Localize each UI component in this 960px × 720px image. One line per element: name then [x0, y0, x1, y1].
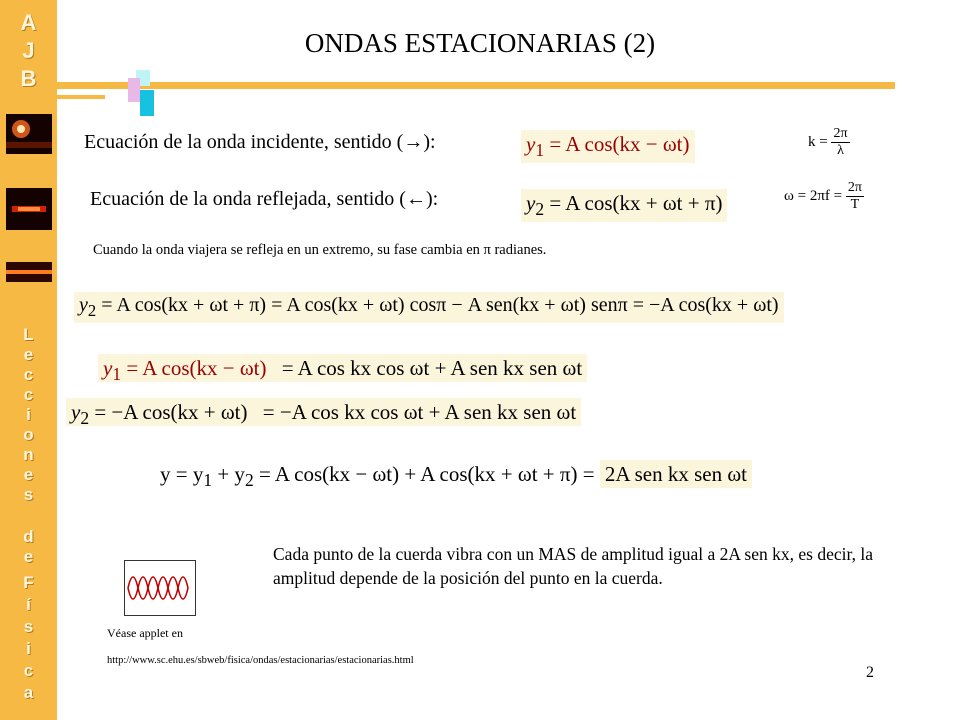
eq-sub: 2 — [244, 470, 254, 491]
eq-rhs: = A cos(kx + ωt + π) = A cos(kx + ωt) cosπ − A sen(kx + ωt) senπ = −A cos(kx + ωt) — [101, 294, 779, 316]
y2-highlight — [66, 398, 253, 429]
eq-var: y — [103, 356, 113, 380]
k-num: 2π — [831, 126, 849, 143]
eq-part: + y — [212, 462, 245, 486]
k-definition — [808, 126, 850, 159]
page-title: ONDAS ESTACIONARIAS (2) — [304, 28, 656, 58]
eq-sub: 2 — [87, 301, 97, 320]
omega-den: T — [850, 197, 860, 213]
eq-rhs: = −A cos kx cos ωt + A sen kx sen ωt — [253, 398, 582, 426]
sidebar-letter: c — [23, 661, 34, 680]
sidebar-letter: í — [26, 595, 31, 614]
logo-letter-j: J — [22, 38, 35, 63]
logo-letter-b: B — [20, 66, 37, 91]
amplitude-description: Cada punto de la cuerda vibra con un MAS de amplitud igual a 2A sen kx, es decir, la amplitud depende de la posición del punto en la cuerda. — [273, 544, 873, 589]
omega-lhs: ω = 2πf = — [784, 188, 843, 205]
eq-mid: = A cos(kx − ωt) — [121, 356, 267, 380]
eq-part: y = y — [160, 462, 204, 486]
sidebar-letter: s — [23, 485, 34, 504]
phase-change-note: Cuando la onda viajera se refleja en un extremo, su fase cambia en π radianes. — [93, 242, 547, 258]
sidebar-letter: i — [26, 639, 31, 658]
sidebar-letter: o — [23, 425, 34, 444]
sidebar-letter: L — [23, 325, 34, 344]
superposition-equation — [160, 462, 752, 491]
logo-letter-a: A — [20, 10, 37, 35]
eq-var: y — [71, 400, 81, 424]
y1-highlight — [98, 354, 272, 385]
y2-trig-equation — [66, 400, 581, 429]
lamp-glow-image — [6, 114, 52, 154]
sidebar-letter: n — [23, 445, 34, 464]
header-divider-short — [57, 95, 105, 99]
sidebar-letter: a — [23, 683, 34, 702]
omega-fraction — [846, 180, 864, 213]
sidebar-letter: e — [23, 547, 34, 566]
eq-rhs: = A cos(kx − ωt) — [549, 132, 690, 156]
reflected-wave-label: Ecuación de la onda reflejada, sentido (←): — [90, 188, 439, 210]
k-fraction — [831, 126, 849, 159]
eq-sub: 1 — [203, 470, 213, 491]
spectrum-image — [6, 188, 52, 230]
sidebar-photo-line — [6, 262, 52, 282]
sidebar-letter: e — [23, 345, 34, 364]
standing-wave-thumbnail[interactable] — [124, 560, 196, 616]
sidebar-letter: c — [23, 385, 34, 404]
incident-wave-equation — [521, 130, 695, 163]
applet-link[interactable]: http://www.sc.ehu.es/sbweb/fisica/ondas/estacionarias/estacionarias.html — [107, 655, 414, 666]
omega-num: 2π — [846, 180, 864, 197]
y1-trig-equation — [98, 356, 587, 385]
reflected-wave-equation — [521, 189, 727, 222]
header-divider — [57, 82, 895, 89]
eq-rhs: = A cos(kx + ωt + π) — [549, 191, 723, 215]
superposition-result: 2A sen kx sen ωt — [600, 460, 752, 488]
sidebar-letter: c — [23, 365, 34, 384]
eq-var: y — [526, 132, 536, 156]
applet-note: Véase applet en — [107, 626, 183, 640]
eq-part: = A cos(kx − ωt) + A cos(kx + ωt + π) = — [253, 462, 600, 486]
sidebar-letter: s — [23, 617, 34, 636]
eq-var: y — [526, 191, 536, 215]
sidebar-letter: e — [23, 465, 34, 484]
eq-sub: 2 — [535, 199, 545, 220]
sidebar — [0, 0, 57, 720]
eq-var: y — [79, 294, 88, 316]
eq-mid: = −A cos(kx + ωt) — [89, 400, 248, 424]
k-lhs: k = — [808, 134, 828, 151]
sidebar-photo-lamp — [6, 114, 52, 154]
line-glow-image — [6, 262, 52, 282]
sidebar-letter: d — [23, 527, 34, 546]
eq-sub: 2 — [80, 408, 90, 429]
y2-expansion-equation — [74, 292, 784, 323]
sidebar-letter: i — [26, 405, 31, 424]
eq-rhs: = A cos kx cos ωt + A sen kx sen ωt — [272, 354, 588, 382]
eq-sub: 1 — [535, 140, 545, 161]
k-den: λ — [837, 143, 844, 159]
eq-sub: 1 — [112, 364, 122, 385]
decorative-squares-icon — [122, 68, 162, 118]
incident-wave-label: Ecuación de la onda incidente, sentido (→): — [84, 131, 436, 153]
omega-definition — [784, 180, 864, 213]
page-number: 2 — [866, 664, 874, 681]
sidebar-photo-spectrum — [6, 188, 52, 230]
sidebar-letter: F — [23, 573, 34, 592]
